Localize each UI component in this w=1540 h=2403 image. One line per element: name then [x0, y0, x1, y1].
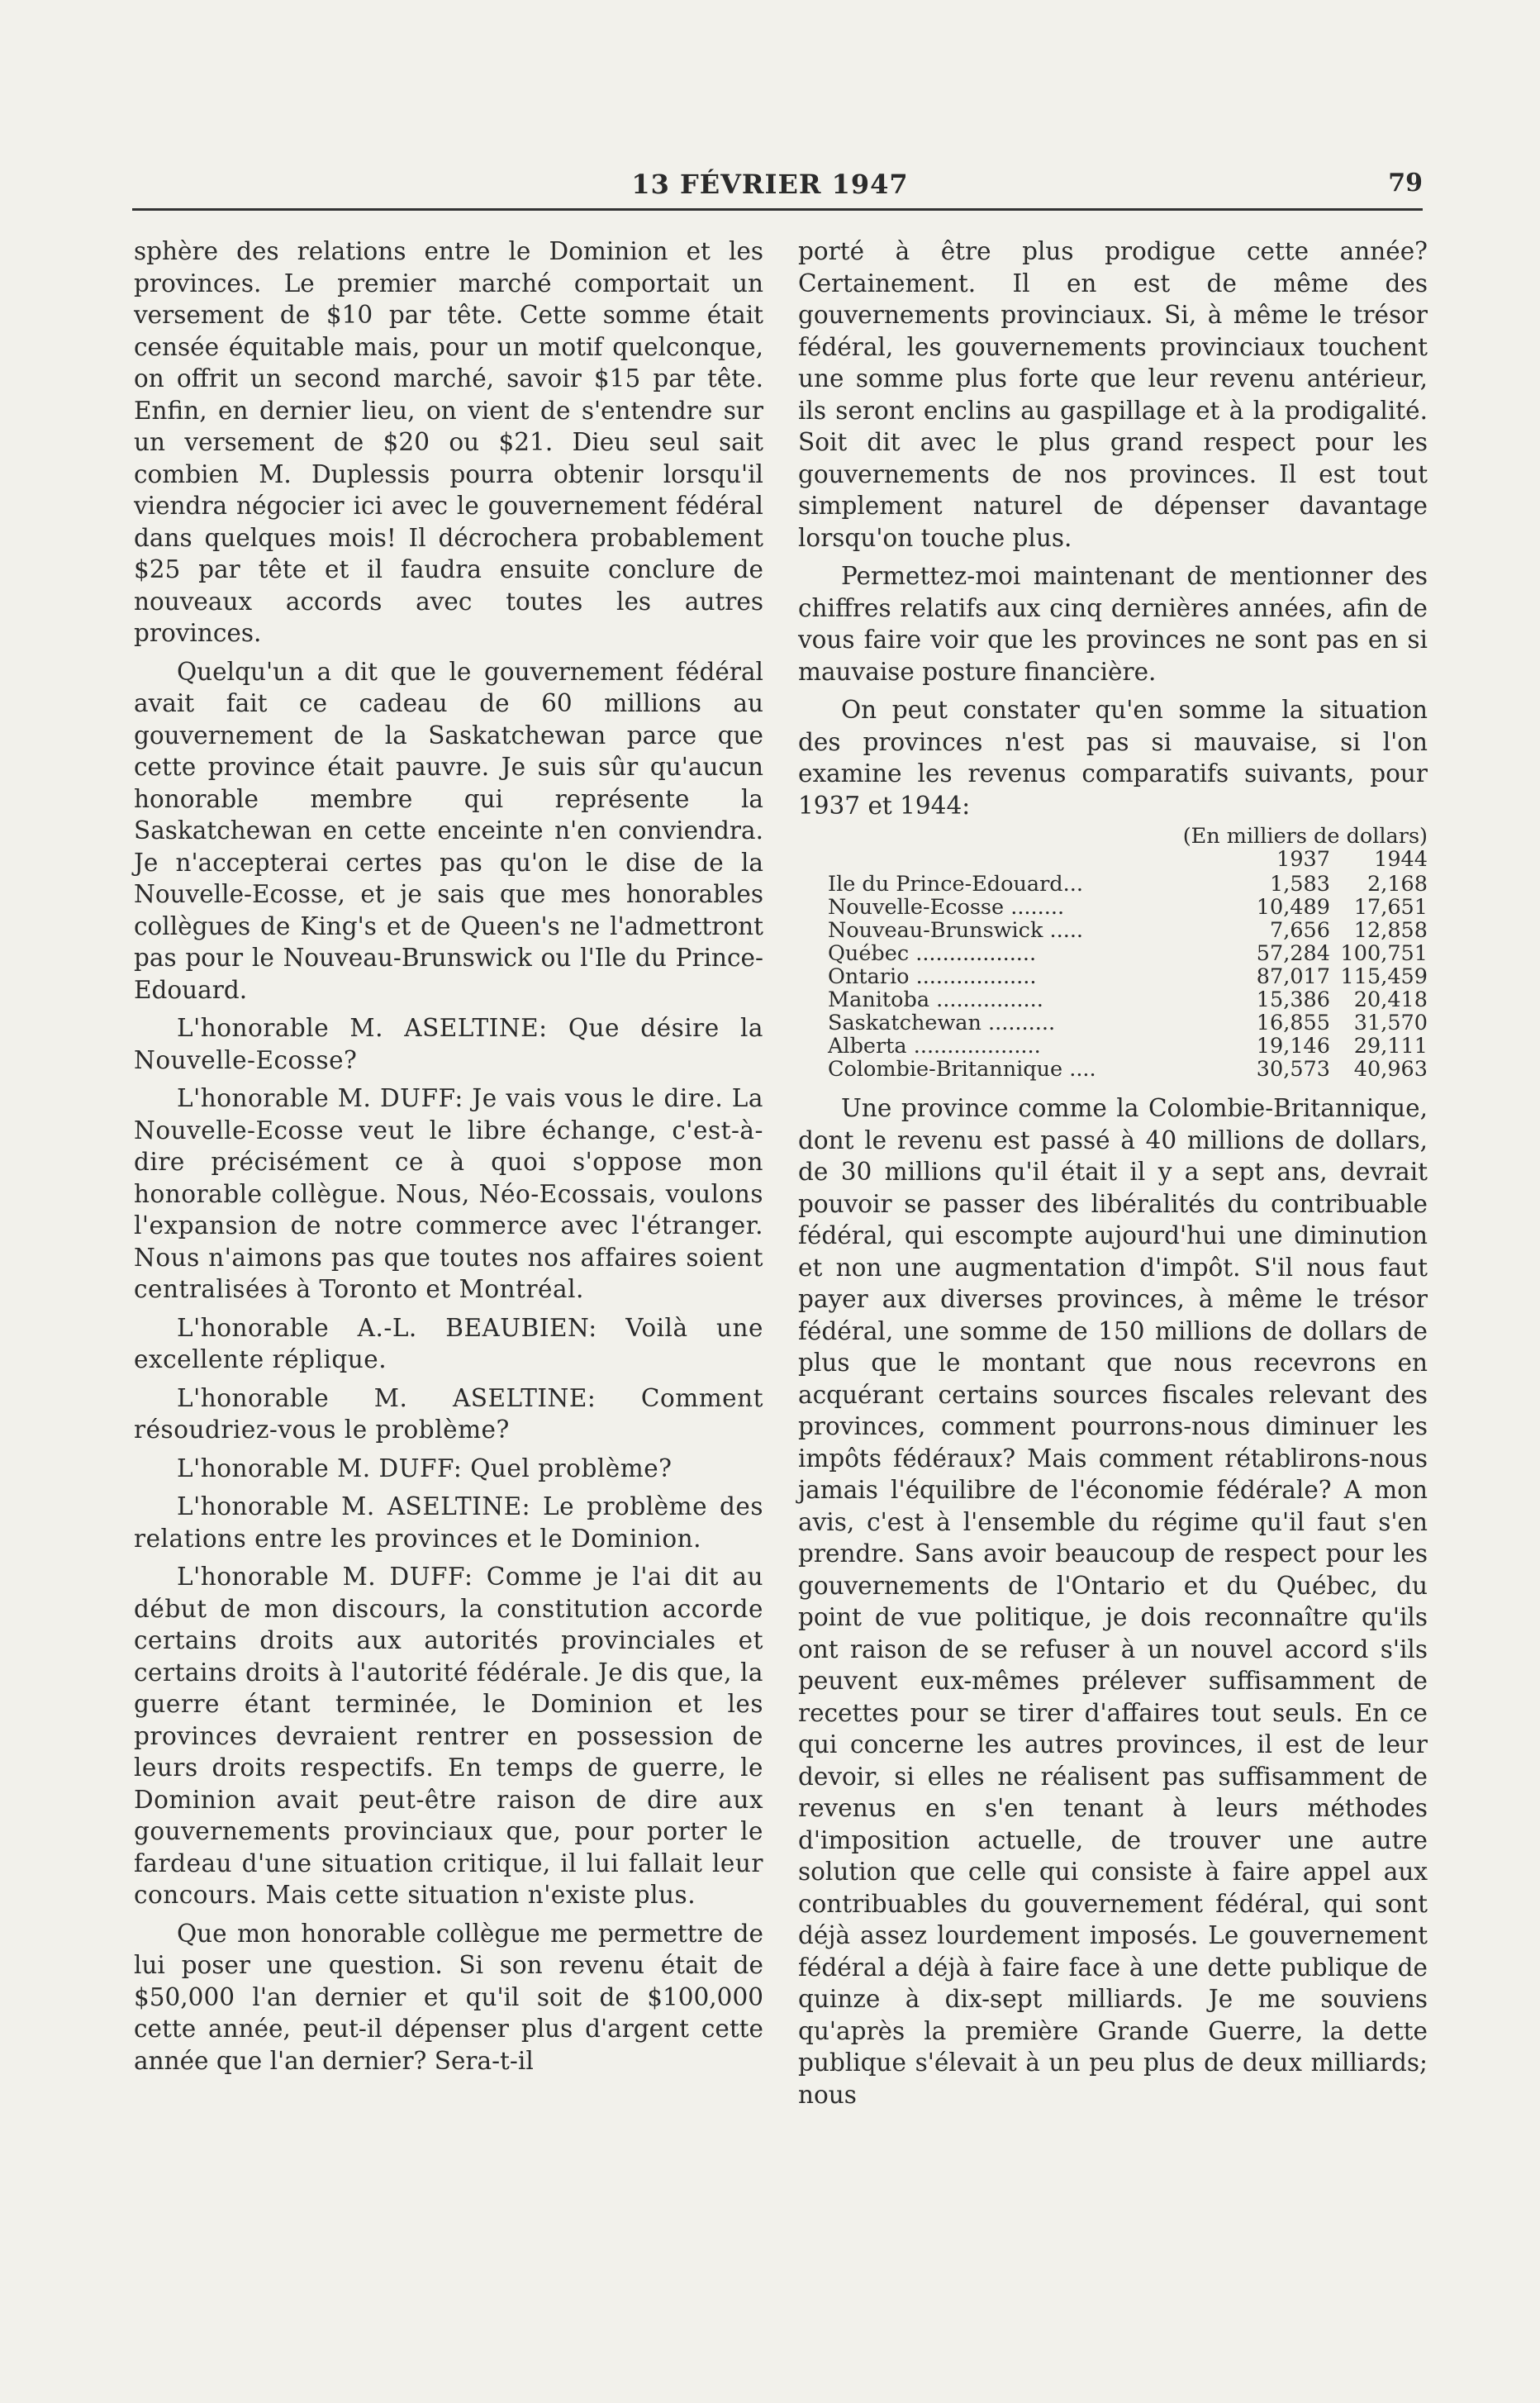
page-number: 79: [1388, 169, 1423, 197]
table-row: [798, 988, 1428, 1011]
revenue-1944: 12,858: [1353, 918, 1428, 943]
speaker-paragraph: L'honorable A.-L. BEAUBIEN: Voilà une excellente réplique.: [134, 1313, 763, 1373]
paragraph: sphère des relations entre le Dominion et les provinces. Le premier marché comportait un versement de $10 par tête. Cette somme était censée équitable mais, pour un motif quelconque, on offrit un second marché, savoir $15 par tête. Enfin, en dernier lieu, on vient de s'entendre sur un versement de $20 ou $21. Dieu seul sait combien M. Duplessis pourra obtenir lorsqu'il viendra négocier ici avec le gouvernement fédéral dans quelques mois! Il décrochera probablement $25 par tête et il faudra ensuite conclure de nouveaux accords avec toutes les autres provinces.: [134, 237, 763, 647]
speaker-paragraph: L'honorable M. DUFF: Je vais vous le dire. La Nouvelle-Ecosse veut le libre échange, c'est-à-dire précisément ce à quoi s'oppose mon honorable collègue. Nous, Néo-Ecossais, voulons l'expansion de notre commerce avec l'étranger. Nous n'aimons pas que toutes nos affaires soient centralisées à Toronto et Montréal.: [134, 1084, 763, 1303]
table-row: [798, 965, 1428, 988]
province-name: Ontario ..................: [828, 965, 1037, 988]
revenue-1944: 100,751: [1340, 941, 1428, 966]
speaker-paragraph: L'honorable M. ASELTINE: Le problème des relations entre les provinces et le Dominion.: [134, 1492, 763, 1553]
right-column: [798, 236, 1428, 2117]
header-rule: [132, 208, 1423, 211]
speaker-paragraph: L'honorable M. DUFF: Comme je l'ai dit au début de mon discours, la constitution accorde certains droits aux autorités provinciales et certains droits à l'autorité fédérale. Je dis que, la guerre étant terminée, le Dominion et les provinces devraient rentrer en possession de leurs droits respectifs. En temps de guerre, le Dominion avait peut-être raison de dire aux gouvernements provinciaux que, pour porter le fardeau d'une situation critique, il lui fallait leur concours. Mais cette situation n'existe plus.: [134, 1563, 763, 1909]
revenue-1937: 1,583: [1269, 872, 1330, 897]
revenue-1944: 2,168: [1367, 872, 1428, 897]
province-name: Manitoba ................: [828, 988, 1043, 1011]
revenue-1937: 30,573: [1256, 1057, 1330, 1082]
revenue-1944: 29,111: [1353, 1034, 1428, 1059]
table-row: [798, 942, 1428, 965]
table-unit-note: (En milliers de dollars): [1182, 824, 1428, 849]
left-column: [134, 236, 763, 2083]
paragraph: Quelqu'un a dit que le gouvernement fédéral avait fait ce cadeau de 60 millions au gouvernement de la Saskatchewan parce que cette province était pauvre. Je suis sûr qu'aucun honorable membre qui représente la Saskatchewan en cette enceinte n'en conviendra. Je n'accepterai certes pas qu'on le dise de la Nouvelle-Ecosse, et je sais que mes honorables collègues de King's et de Queen's ne l'admettront pas pour le Nouveau-Brunswick ou l'Ile du Prince-Edouard.: [134, 657, 763, 1004]
province-name: Ile du Prince-Edouard...: [828, 873, 1083, 896]
speaker-paragraph: L'honorable M. DUFF: Quel problème?: [177, 1454, 673, 1482]
paragraph: Que mon honorable collègue me permettre de lui poser une question. Si son revenu était de $50,000 l'an dernier et qu'il soit de $100,000 cette année, peut-il dépenser plus d'argent cette année que l'an dernier? Sera-t-il: [134, 1919, 763, 2075]
revenue-1944: 17,651: [1353, 895, 1428, 920]
revenue-1937: 16,855: [1256, 1011, 1330, 1035]
province-name: Nouveau-Brunswick .....: [828, 919, 1084, 942]
province-name: Colombie-Britannique ....: [828, 1058, 1096, 1081]
province-name: Nouvelle-Ecosse ........: [828, 896, 1065, 919]
speaker-paragraph: L'honorable M. ASELTINE: Comment résoudriez-vous le problème?: [134, 1383, 763, 1444]
table-row: [798, 873, 1428, 896]
paragraph: Permettez-moi maintenant de mentionner des chiffres relatifs aux cinq dernières années, afin de vous faire voir que les provinces ne sont pas en si mauvaise posture financière.: [798, 562, 1428, 686]
paragraph: porté à être plus prodigue cette année? Certainement. Il en est de même des gouvernements provinciaux. Si, à même le trésor fédéral, les gouvernements provinciaux touchent une somme plus forte que leur revenu antérieur, ils seront enclins au gaspillage et à la prodigalité. Soit dit avec le plus grand respect pour les gouvernements de nos provinces. Il est tout simplement naturel de dépenser davantage lorsqu'on touche plus.: [798, 237, 1428, 552]
revenue-1937: 19,146: [1256, 1034, 1330, 1059]
province-name: Alberta ...................: [828, 1035, 1041, 1058]
paragraph: Une province comme la Colombie-Britannique, dont le revenu est passé à 40 millions de dollars, de 30 millions qu'il était il y a sept ans, devrait pouvoir se passer des libéralités du contribuable fédéral, qui escompte aujourd'hui une diminution et non une augmentation d'impôt. S'il nous faut payer aux diverses provinces, à même le trésor fédéral, une somme de 150 millions de dollars de plus que le montant que nous recevrons en acquérant certains sources fiscales relevant des provinces, comment pourrons-nous diminuer les impôts fédéraux? Mais comment rétablirons-nous jamais l'équilibre de l'économie fédérale? A mon avis, c'est à l'ensemble du régime qu'il faut s'en prendre. Sans avoir beaucoup de respect pour les gouvernements de l'Ontario et du Québec, du point de vue politique, je dois reconnaître qu'ils ont raison de se refuser à un nouvel accord s'ils peuvent eux-mêmes prélever suffisamment de recettes pour se tirer d'affaires tout seuls. En ce qui concerne les autres provinces, il est de leur devoir, si elles ne réalisent pas suffisamment de revenus en s'en tenant à leurs méthodes d'imposition actuelle, de trouver une autre solution que celle qui consiste à faire appel aux contribuables du gouvernement fédéral, qui sont déjà assez lourdement imposés. Le gouvernement fédéral a déjà à faire face à une dette publique de quinze à dix-sept milliards. Je me souviens qu'après la première Grande Guerre, la dette publique s'élevait à un peu plus de deux milliards; nous: [798, 1094, 1428, 2109]
table-row: [798, 919, 1428, 942]
table-row: [798, 1011, 1428, 1035]
revenue-1944: 115,459: [1340, 964, 1428, 989]
table-row: [798, 1035, 1428, 1058]
revenue-1937: 87,017: [1256, 964, 1330, 989]
revenue-1937: 15,386: [1256, 987, 1330, 1012]
revenue-table: [798, 825, 1428, 1081]
revenue-1944: 20,418: [1353, 987, 1428, 1012]
revenue-1937: 10,489: [1256, 895, 1330, 920]
revenue-1944: 31,570: [1353, 1011, 1428, 1035]
speaker-paragraph: L'honorable M. ASELTINE: Que désire la Nouvelle-Ecosse?: [134, 1014, 763, 1074]
paragraph: On peut constater qu'en somme la situation des provinces n'est pas si mauvaise, si l'on examine les revenus comparatifs suivants, pour 1937 et 1944:: [798, 696, 1428, 820]
table-header-1937: 1937: [1276, 847, 1330, 872]
revenue-1944: 40,963: [1353, 1057, 1428, 1082]
table-row: [798, 1058, 1428, 1081]
province-name: Québec ..................: [828, 942, 1037, 965]
revenue-1937: 7,656: [1269, 918, 1330, 943]
table-header-blank: [798, 848, 1231, 873]
revenue-1937: 57,284: [1256, 941, 1330, 966]
table-header-1944: 1944: [1374, 847, 1428, 872]
table-row: [798, 896, 1428, 919]
page-date: 13 FÉVRIER 1947: [631, 169, 909, 200]
province-name: Saskatchewan ..........: [828, 1011, 1056, 1035]
